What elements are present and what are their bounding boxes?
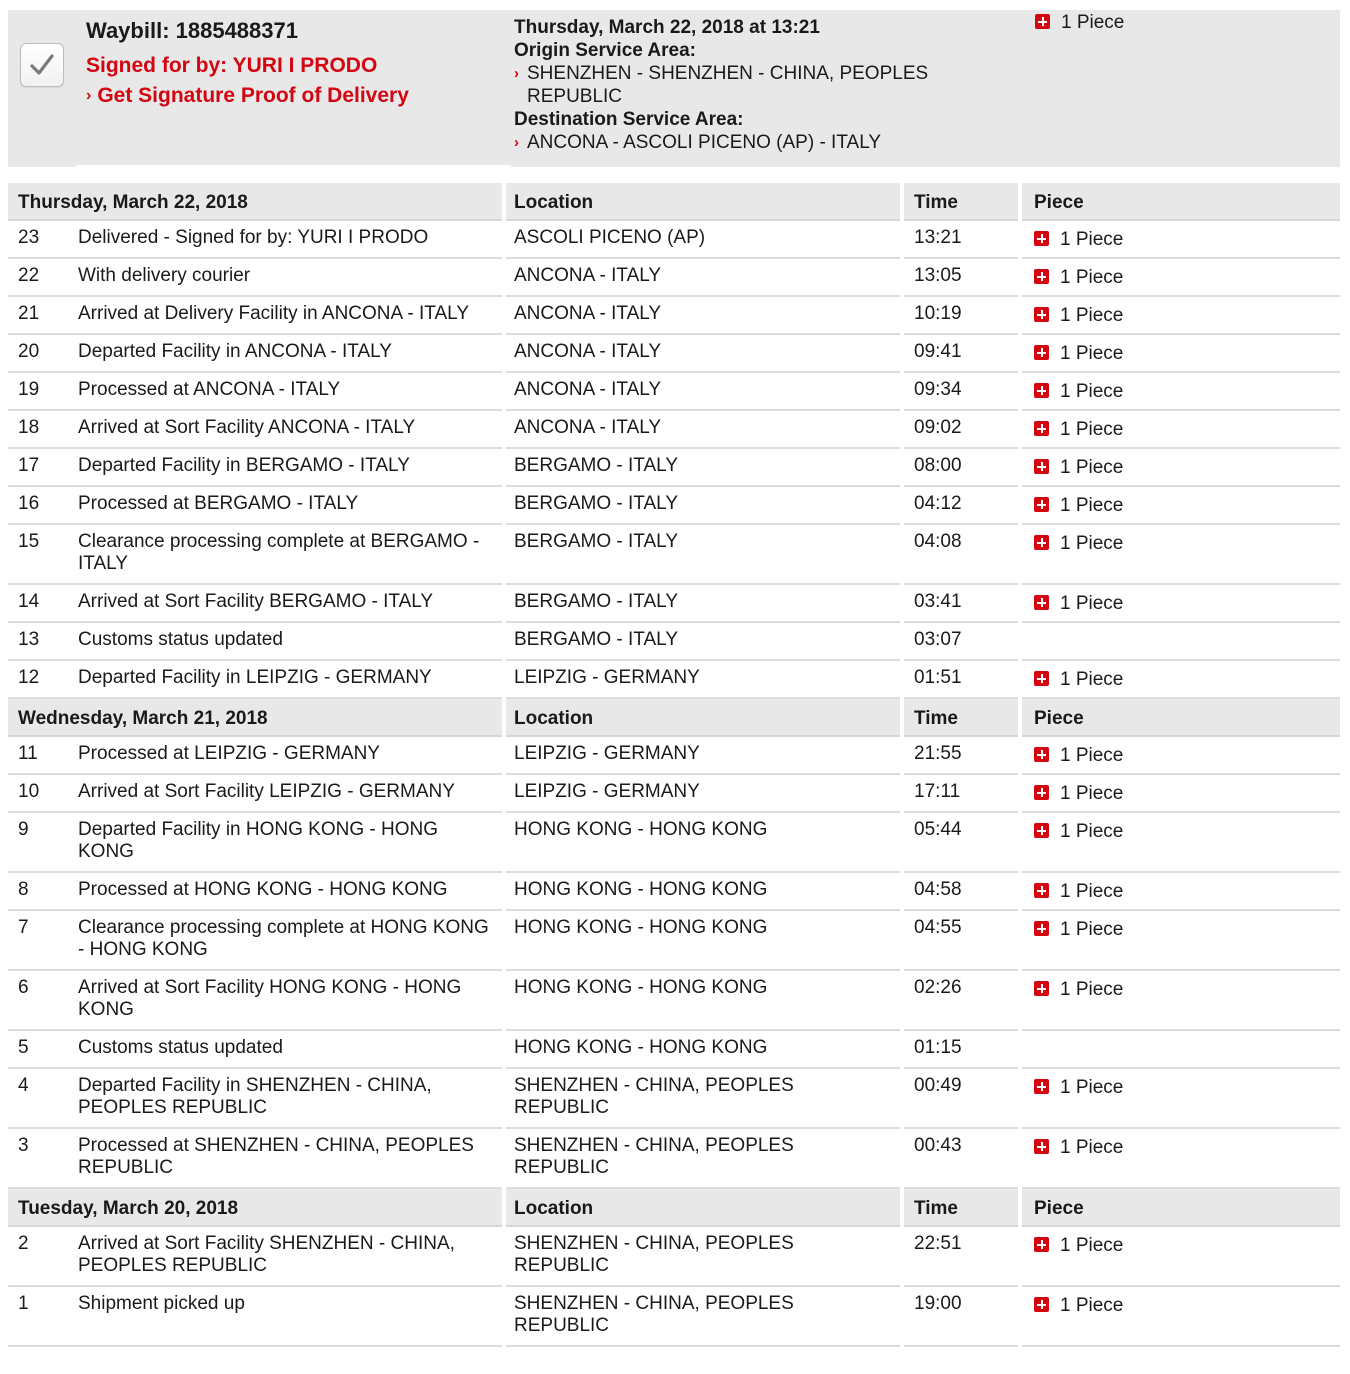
event-number: 4	[8, 1069, 78, 1129]
piece-toggle[interactable]	[1034, 593, 1123, 615]
piece-count: 1 Piece	[1060, 1295, 1124, 1316]
signature-proof-label: Get Signature Proof of Delivery	[97, 84, 409, 107]
event-row	[8, 487, 1340, 525]
event-time: 04:58	[904, 873, 1018, 911]
event-time: 01:51	[904, 661, 1018, 699]
event-location: LEIPZIG - GERMANY	[506, 737, 900, 775]
event-piece	[1022, 911, 1340, 971]
column-header-location: Location	[506, 183, 900, 221]
piece-count: 1 Piece	[1060, 1077, 1124, 1098]
event-description: With delivery courier	[78, 259, 502, 297]
expand-plus-icon	[1034, 345, 1049, 360]
tracking-events-table	[8, 183, 1340, 1347]
event-row	[8, 661, 1340, 699]
event-location: ASCOLI PICENO (AP)	[506, 221, 900, 259]
date-header-row	[8, 1189, 1340, 1227]
event-number: 23	[8, 221, 78, 259]
event-piece	[1022, 525, 1340, 585]
piece-toggle[interactable]	[1034, 305, 1123, 327]
expand-plus-icon	[1034, 307, 1049, 322]
event-time: 00:43	[904, 1129, 1018, 1189]
event-location: BERGAMO - ITALY	[506, 487, 900, 525]
event-number: 18	[8, 411, 78, 449]
expand-plus-icon	[1034, 671, 1049, 686]
event-time: 19:00	[904, 1287, 1018, 1347]
event-number: 15	[8, 525, 78, 585]
event-description: Clearance processing complete at BERGAMO - ITALY	[78, 525, 502, 585]
event-location: ANCONA - ITALY	[506, 297, 900, 335]
event-number: 13	[8, 623, 78, 661]
event-number: 3	[8, 1129, 78, 1189]
column-header-piece: Piece	[1022, 183, 1340, 221]
event-time: 01:15	[904, 1031, 1018, 1069]
expand-plus-icon	[1034, 883, 1049, 898]
service-area-info	[514, 16, 984, 154]
event-location: BERGAMO - ITALY	[506, 449, 900, 487]
piece-count: 1 Piece	[1060, 669, 1124, 690]
event-description: Arrived at Sort Facility ANCONA - ITALY	[78, 411, 502, 449]
event-piece	[1022, 737, 1340, 775]
event-number: 1	[8, 1287, 78, 1347]
event-row	[8, 971, 1340, 1031]
piece-toggle[interactable]	[1034, 419, 1123, 441]
origin-value-text: SHENZHEN - SHENZHEN - CHINA, PEOPLES REPUBLIC	[527, 63, 929, 107]
piece-count: 1 Piece	[1060, 881, 1124, 902]
column-header-time: Time	[904, 699, 1018, 737]
event-piece	[1022, 813, 1340, 873]
piece-count: 1 Piece	[1060, 1137, 1124, 1158]
event-row	[8, 873, 1340, 911]
event-description: Departed Facility in HONG KONG - HONG KONG	[78, 813, 502, 873]
delivery-datetime: Thursday, March 22, 2018 at 13:21	[514, 17, 820, 38]
date-header-row	[8, 699, 1340, 737]
event-piece	[1022, 971, 1340, 1031]
column-header-location: Location	[506, 1189, 900, 1227]
event-number: 11	[8, 737, 78, 775]
event-row	[8, 259, 1340, 297]
event-time: 09:02	[904, 411, 1018, 449]
event-description: Arrived at Sort Facility BERGAMO - ITALY	[78, 585, 502, 623]
event-description: Arrived at Sort Facility LEIPZIG - GERMANY	[78, 775, 502, 813]
event-piece	[1022, 623, 1340, 661]
expand-plus-icon	[1034, 785, 1049, 800]
event-description: Arrived at Sort Facility SHENZHEN - CHINA, PEOPLES REPUBLIC	[78, 1227, 502, 1287]
event-description: Clearance processing complete at HONG KONG - HONG KONG	[78, 911, 502, 971]
divider	[76, 165, 511, 167]
event-location: SHENZHEN - CHINA, PEOPLES REPUBLIC	[506, 1227, 900, 1287]
event-row	[8, 775, 1340, 813]
expand-plus-icon	[1034, 1079, 1049, 1094]
event-piece	[1022, 411, 1340, 449]
event-description: Departed Facility in SHENZHEN - CHINA, PEOPLES REPUBLIC	[78, 1069, 502, 1129]
event-row	[8, 335, 1340, 373]
expand-plus-icon	[1035, 14, 1050, 29]
piece-toggle[interactable]	[1034, 783, 1123, 805]
piece-toggle[interactable]	[1034, 457, 1123, 479]
event-row	[8, 1031, 1340, 1069]
event-time: 09:34	[904, 373, 1018, 411]
event-location: HONG KONG - HONG KONG	[506, 873, 900, 911]
expand-plus-icon	[1034, 421, 1049, 436]
event-piece	[1022, 449, 1340, 487]
expand-plus-icon	[1034, 269, 1049, 284]
event-row	[8, 911, 1340, 971]
event-number: 17	[8, 449, 78, 487]
piece-toggle[interactable]	[1034, 745, 1123, 767]
event-time: 03:07	[904, 623, 1018, 661]
piece-toggle[interactable]	[1034, 669, 1123, 691]
event-location: SHENZHEN - CHINA, PEOPLES REPUBLIC	[506, 1287, 900, 1347]
piece-count: 1 Piece	[1060, 343, 1124, 364]
event-time: 13:05	[904, 259, 1018, 297]
event-location: HONG KONG - HONG KONG	[506, 813, 900, 873]
expand-plus-icon	[1034, 497, 1049, 512]
event-location: HONG KONG - HONG KONG	[506, 911, 900, 971]
piece-count: 1 Piece	[1060, 979, 1124, 1000]
event-row	[8, 1069, 1340, 1129]
signed-for-by: Signed for by: YURI I PRODO	[86, 54, 378, 77]
event-time: 04:12	[904, 487, 1018, 525]
event-description: Shipment picked up	[78, 1287, 502, 1347]
event-row	[8, 1129, 1340, 1189]
expand-plus-icon	[1034, 1139, 1049, 1154]
event-description: Processed at BERGAMO - ITALY	[78, 487, 502, 525]
event-piece	[1022, 335, 1340, 373]
piece-toggle[interactable]	[1034, 919, 1123, 941]
event-number: 19	[8, 373, 78, 411]
origin-value	[514, 62, 984, 108]
event-time: 04:55	[904, 911, 1018, 971]
event-location: LEIPZIG - GERMANY	[506, 661, 900, 699]
destination-label: Destination Service Area:	[514, 109, 744, 130]
piece-toggle[interactable]	[1034, 1295, 1123, 1317]
event-number: 9	[8, 813, 78, 873]
event-number: 10	[8, 775, 78, 813]
event-description: Delivered - Signed for by: YURI I PRODO	[78, 221, 502, 259]
event-location: BERGAMO - ITALY	[506, 525, 900, 585]
delivered-checkbox	[20, 43, 64, 87]
event-piece	[1022, 297, 1340, 335]
event-description: Processed at SHENZHEN - CHINA, PEOPLES REPUBLIC	[78, 1129, 502, 1189]
piece-count: 1 Piece	[1060, 381, 1124, 402]
event-time: 08:00	[904, 449, 1018, 487]
event-description: Departed Facility in LEIPZIG - GERMANY	[78, 661, 502, 699]
event-piece	[1022, 1031, 1340, 1069]
piece-toggle[interactable]	[1034, 1077, 1123, 1099]
expand-plus-icon	[1034, 921, 1049, 936]
event-number: 20	[8, 335, 78, 373]
piece-count: 1 Piece	[1060, 1235, 1124, 1256]
event-number: 14	[8, 585, 78, 623]
event-time: 09:41	[904, 335, 1018, 373]
event-piece	[1022, 373, 1340, 411]
event-location: BERGAMO - ITALY	[506, 585, 900, 623]
event-row	[8, 737, 1340, 775]
piece-count: 1 Piece	[1060, 821, 1124, 842]
expand-plus-icon	[1034, 981, 1049, 996]
event-number: 22	[8, 259, 78, 297]
piece-toggle[interactable]	[1034, 881, 1123, 903]
expand-plus-icon	[1034, 1297, 1049, 1312]
expand-plus-icon	[1034, 823, 1049, 838]
event-time: 04:08	[904, 525, 1018, 585]
piece-toggle[interactable]	[1034, 343, 1123, 365]
event-location: SHENZHEN - CHINA, PEOPLES REPUBLIC	[506, 1069, 900, 1129]
piece-count: 1 Piece	[1060, 229, 1124, 250]
event-piece	[1022, 1069, 1340, 1129]
event-location: ANCONA - ITALY	[506, 335, 900, 373]
expand-plus-icon	[1034, 383, 1049, 398]
chevron-right-icon: ›	[514, 65, 519, 82]
event-time: 02:26	[904, 971, 1018, 1031]
event-description: Departed Facility in BERGAMO - ITALY	[78, 449, 502, 487]
event-time: 13:21	[904, 221, 1018, 259]
event-piece	[1022, 585, 1340, 623]
event-piece	[1022, 661, 1340, 699]
event-time: 03:41	[904, 585, 1018, 623]
date-header: Tuesday, March 20, 2018	[8, 1189, 502, 1227]
event-row	[8, 1227, 1340, 1287]
destination-value	[514, 131, 984, 154]
event-piece	[1022, 1227, 1340, 1287]
piece-toggle[interactable]	[1034, 267, 1123, 289]
event-time: 22:51	[904, 1227, 1018, 1287]
event-row	[8, 449, 1340, 487]
summary-piece-count: 1 Piece	[1061, 12, 1125, 33]
event-piece	[1022, 487, 1340, 525]
expand-plus-icon	[1034, 535, 1049, 550]
event-time: 10:19	[904, 297, 1018, 335]
event-number: 7	[8, 911, 78, 971]
event-location: HONG KONG - HONG KONG	[506, 971, 900, 1031]
event-description: Customs status updated	[78, 1031, 502, 1069]
event-number: 5	[8, 1031, 78, 1069]
event-row	[8, 221, 1340, 259]
piece-toggle[interactable]	[1034, 495, 1123, 517]
event-piece	[1022, 873, 1340, 911]
event-time: 17:11	[904, 775, 1018, 813]
event-row	[8, 813, 1340, 873]
event-piece	[1022, 259, 1340, 297]
chevron-right-icon: ›	[514, 134, 519, 151]
destination-value-text: ANCONA - ASCOLI PICENO (AP) - ITALY	[527, 132, 882, 153]
event-time: 05:44	[904, 813, 1018, 873]
date-header: Wednesday, March 21, 2018	[8, 699, 502, 737]
event-description: Processed at HONG KONG - HONG KONG	[78, 873, 502, 911]
event-location: BERGAMO - ITALY	[506, 623, 900, 661]
event-row	[8, 525, 1340, 585]
piece-count: 1 Piece	[1060, 783, 1124, 804]
origin-label: Origin Service Area:	[514, 40, 696, 61]
event-piece	[1022, 221, 1340, 259]
event-location: SHENZHEN - CHINA, PEOPLES REPUBLIC	[506, 1129, 900, 1189]
column-header-location: Location	[506, 699, 900, 737]
piece-toggle[interactable]	[1034, 821, 1123, 843]
event-location: HONG KONG - HONG KONG	[506, 1031, 900, 1069]
event-number: 2	[8, 1227, 78, 1287]
event-number: 12	[8, 661, 78, 699]
piece-count: 1 Piece	[1060, 533, 1124, 554]
expand-plus-icon	[1034, 231, 1049, 246]
column-header-piece: Piece	[1022, 1189, 1340, 1227]
event-piece	[1022, 1287, 1340, 1347]
checkmark-icon	[29, 52, 55, 78]
event-time: 00:49	[904, 1069, 1018, 1129]
signature-proof-link[interactable]	[86, 84, 409, 108]
event-description: Departed Facility in ANCONA - ITALY	[78, 335, 502, 373]
event-time: 21:55	[904, 737, 1018, 775]
chevron-right-icon: ›	[86, 87, 92, 104]
event-description: Customs status updated	[78, 623, 502, 661]
event-description: Processed at ANCONA - ITALY	[78, 373, 502, 411]
event-location: ANCONA - ITALY	[506, 373, 900, 411]
event-row	[8, 585, 1340, 623]
event-piece	[1022, 1129, 1340, 1189]
piece-toggle[interactable]	[1034, 1235, 1123, 1257]
column-header-piece: Piece	[1022, 699, 1340, 737]
piece-count: 1 Piece	[1060, 495, 1124, 516]
piece-toggle[interactable]	[1034, 1137, 1123, 1159]
piece-toggle[interactable]	[1034, 229, 1123, 251]
piece-toggle[interactable]	[1034, 979, 1123, 1001]
piece-toggle[interactable]	[1034, 533, 1123, 555]
piece-count: 1 Piece	[1060, 457, 1124, 478]
expand-plus-icon	[1034, 459, 1049, 474]
event-number: 21	[8, 297, 78, 335]
piece-count: 1 Piece	[1060, 305, 1124, 326]
column-header-time: Time	[904, 1189, 1018, 1227]
column-header-time: Time	[904, 183, 1018, 221]
date-header: Thursday, March 22, 2018	[8, 183, 502, 221]
event-row	[8, 411, 1340, 449]
waybill-number: Waybill: 1885488371	[86, 18, 298, 43]
event-location: LEIPZIG - GERMANY	[506, 775, 900, 813]
event-description: Processed at LEIPZIG - GERMANY	[78, 737, 502, 775]
expand-plus-icon	[1034, 1237, 1049, 1252]
piece-count: 1 Piece	[1060, 745, 1124, 766]
piece-count: 1 Piece	[1060, 419, 1124, 440]
event-row	[8, 373, 1340, 411]
expand-plus-icon	[1034, 595, 1049, 610]
event-piece	[1022, 775, 1340, 813]
event-location: ANCONA - ITALY	[506, 411, 900, 449]
event-location: ANCONA - ITALY	[506, 259, 900, 297]
piece-toggle[interactable]	[1034, 381, 1123, 403]
event-number: 6	[8, 971, 78, 1031]
event-description: Arrived at Delivery Facility in ANCONA - ITALY	[78, 297, 502, 335]
event-row	[8, 1287, 1340, 1347]
event-number: 16	[8, 487, 78, 525]
event-number: 8	[8, 873, 78, 911]
piece-count: 1 Piece	[1060, 593, 1124, 614]
event-row	[8, 297, 1340, 335]
piece-count: 1 Piece	[1060, 267, 1124, 288]
shipment-summary	[8, 10, 1340, 167]
expand-plus-icon	[1034, 747, 1049, 762]
piece-count: 1 Piece	[1060, 919, 1124, 940]
event-description: Arrived at Sort Facility HONG KONG - HONG KONG	[78, 971, 502, 1031]
event-row	[8, 623, 1340, 661]
summary-piece-toggle[interactable]	[1035, 12, 1124, 34]
date-header-row	[8, 183, 1340, 221]
